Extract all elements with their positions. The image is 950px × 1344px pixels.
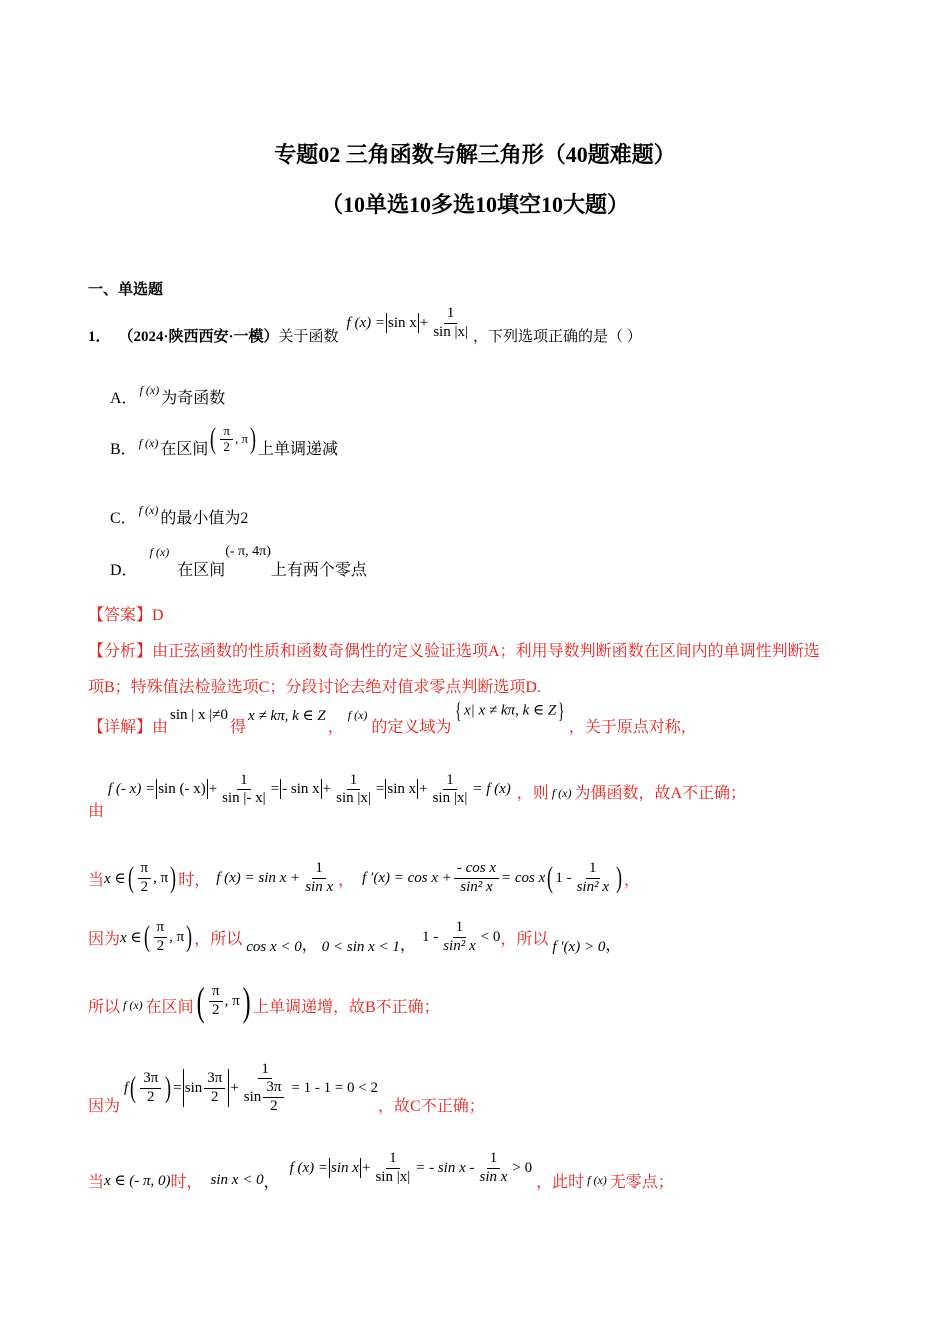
option-c-check-line: 因为 f ( $\frac{3\pi}{2}$ ) = sin $\frac{3\pi}{2}$ + 1 sin $\frac{3\pi}{2}$ = 1 - 1 = 0 < 2 ，故C不正确；: [88, 1061, 485, 1115]
c-den2: 2: [211, 1088, 219, 1105]
d-conclusion2: 无零点；: [609, 1173, 674, 1191]
doc-title: 专题02 三角函数与解三角形（40题难题）: [274, 142, 676, 167]
option-b-label: B．: [110, 440, 137, 458]
cond1: sin | x |≠0: [170, 706, 229, 723]
domain-text: 的定义域为: [371, 718, 452, 736]
ineq4: f ′(x) > 0: [552, 938, 606, 955]
deriv-eq: = cos x: [501, 869, 546, 886]
c-sin2: sin: [243, 1088, 262, 1105]
when1: 当: [88, 871, 105, 889]
option-c[interactable]: [110, 505, 248, 528]
because1-comma-pi: , π: [169, 928, 185, 945]
stem-fraction: [430, 305, 471, 341]
d-fx: f (x): [587, 1172, 607, 1187]
even-equation: f (- x) = sin (- x) + $\frac{1}{\sin |- x|}$ = - sin x + $\frac{1}{\sin |x|}$ = sin x + $\frac{1}{\sin |x|}$ = f (x): [108, 771, 511, 806]
even-m1-abs: sin (- x): [158, 780, 206, 797]
because-line: 因为 x ∈ ( $\frac{\pi}{2}$ , π ) ，所以 cos x < 0 ， 0 < sin x < 1 ， 1 - $\frac{1}{\text{sin² x}}$ < 0 ，所以 f ′(x) > 0 ，: [88, 919, 622, 955]
option-d-text-post: 上有两个零点: [270, 562, 367, 579]
even-fx: f (x): [551, 786, 572, 800]
time2: 时，: [170, 1173, 203, 1191]
because1: 因为: [88, 930, 121, 948]
deriv-fx-num: 1: [312, 860, 326, 878]
even-m2-den: sin |x|: [336, 789, 371, 806]
derivative-line: 当 x ∈ ( $\frac{\pi}{2}$ , π ) 时， f (x) = sin x + $\frac{1}{\text{sin x}}$ ， f ′(x) = cos x + $\frac{\text{- cos x}}{\text{sin² x}}$ = cos x ( 1 - $\frac{1}{\text{sin² x}}$ ) ，: [88, 860, 640, 895]
c-num3: 3π: [263, 1079, 284, 1097]
analysis-tag: 【分析】: [88, 643, 153, 660]
d-abs: sin x: [331, 1159, 359, 1176]
option-d-label: D．: [110, 562, 138, 579]
so3-text: 在区间: [145, 998, 194, 1016]
even-rhs: = f (x): [472, 780, 511, 797]
stem-pre: 关于函数: [278, 328, 339, 345]
option-c-fx: f (x): [138, 503, 159, 517]
section-heading: 一、单选题: [88, 282, 164, 298]
detail-by: 由: [152, 718, 169, 736]
even-line: [88, 765, 746, 821]
ineq3-den: sin² x: [443, 937, 476, 954]
detail-get: 得: [230, 718, 247, 736]
analysis-line2: 项B；特殊值法检验选项C；分段讨论去绝对值求零点判断选项D.: [88, 679, 541, 696]
question-source: （2024·陕西西安·一模）: [118, 328, 279, 345]
even-conclusion2: 为偶函数，故A不正确；: [574, 785, 747, 802]
detail-line1: 【详解】 由 sin | x |≠0 得 x ≠ kπ, k ∈ Z ， f (x) 的定义域为 { x| x ≠ kπ, k ∈ Z} ，关于原点对称，: [88, 698, 697, 736]
when1-pi: π: [138, 860, 152, 878]
so2: ，所以: [500, 930, 549, 948]
comma3: ，: [623, 871, 640, 889]
deriv-den: sin² x: [460, 878, 493, 895]
answer-line: [88, 602, 164, 625]
d-num2: 1: [487, 1150, 501, 1168]
symmetric-text: ，关于原点对称，: [568, 718, 697, 736]
because2: 因为: [88, 1097, 121, 1115]
deriv-inner-den: sin² x: [576, 878, 609, 895]
so3: 所以: [88, 998, 121, 1016]
doc-subtitle: （10单选10多选10填空10大题）: [320, 192, 629, 217]
frac-den: sin |x|: [433, 323, 468, 340]
even-m2-num: 1: [347, 772, 361, 790]
comma6: ，: [605, 936, 622, 954]
cond2: x ≠ kπ, k ∈ Z: [248, 707, 326, 724]
option-b-interval-den: 2: [223, 438, 230, 454]
ineq2: 0 < sin x < 1: [321, 938, 400, 955]
option-d-fx: f (x): [149, 545, 170, 559]
c-conclusion: ，故C不正确；: [378, 1097, 485, 1115]
when2-ineq: sin x < 0: [210, 1171, 264, 1188]
c-sin1: sin: [184, 1079, 203, 1096]
because1-pi: π: [154, 919, 168, 937]
option-b-interval-num: π: [220, 424, 233, 440]
d-num1: 1: [386, 1150, 400, 1168]
option-b-fx: f (x): [138, 435, 159, 450]
so3-fx: f (x): [123, 997, 143, 1012]
stem-post: ，下列选项正确的是（ ）: [472, 328, 642, 345]
abs-bar-right: [418, 313, 419, 333]
c-num1: 3π: [140, 1070, 161, 1088]
option-a-text: 为奇函数: [161, 390, 226, 407]
ineq3-pre: 1 -: [421, 928, 439, 945]
detail-fx: f (x): [347, 707, 368, 722]
so3-pi: π: [209, 983, 223, 1001]
time1: 时，: [178, 871, 211, 889]
stem-abs: sin x: [387, 314, 417, 331]
domain-set: x| x ≠ kπ, k ∈ Z: [463, 702, 557, 719]
d-eq: = - sin x -: [415, 1159, 475, 1176]
monotone-line: 所以 f (x) 在区间 ( $\frac{\pi}{2}$ , π ) 上单调递增，故B不正确；: [88, 978, 440, 1024]
when2-cond: x ∈ (- π, 0): [104, 1172, 171, 1189]
option-b[interactable]: B． f (x) 在区间 ( $\frac{\pi}{2}$ , π ) 上单调递减: [110, 422, 339, 458]
so3-comma-pi: , π: [224, 992, 240, 1009]
c-one: 1: [258, 1061, 272, 1079]
even-conclusion: ，则: [516, 785, 549, 802]
c-num2: 3π: [204, 1070, 225, 1088]
comma7: ，: [263, 1173, 280, 1191]
when1-2: 2: [140, 878, 149, 895]
deriv-fx: f (x) = sin x +: [216, 869, 301, 886]
analysis-text1: 由正弦函数的性质和函数奇偶性的定义验证选项A；利用导数判断函数在区间内的单调性判断选: [152, 643, 820, 660]
even-m3-num: 1: [443, 772, 457, 790]
even-m3-abs: sin x: [387, 780, 417, 797]
even-lhs: f (- x) =: [108, 780, 156, 797]
deriv-num: - cos x: [454, 860, 499, 878]
deriv-fx-den: sin x: [305, 878, 334, 895]
when1-comma-pi: , π: [153, 869, 169, 886]
so3-2: 2: [212, 1001, 220, 1018]
comma5: ，: [399, 936, 416, 954]
detail-tag: 【详解】: [88, 718, 153, 736]
even-m3-den: sin |x|: [432, 789, 468, 806]
even-m1-num: 1: [237, 772, 251, 790]
when2: 当: [88, 1173, 105, 1191]
c-den3: 2: [270, 1097, 278, 1114]
option-a-label: A．: [110, 390, 138, 407]
when1-x: x ∈: [104, 870, 126, 887]
option-b-interval-right: , π: [234, 431, 249, 446]
d-post: > 0: [512, 1159, 533, 1176]
question-stem: 1． （2024·陕西西安·一模） 关于函数 f (x) = sin x + $\frac{1}{\sin |x|}$ ，下列选项正确的是（ ）: [88, 305, 642, 345]
comma4: ，: [301, 936, 318, 954]
option-d[interactable]: [110, 540, 367, 580]
even-by: 由: [88, 803, 105, 820]
deriv-inner-num: 1: [586, 860, 600, 878]
option-a[interactable]: [110, 385, 225, 408]
question-number: 1．: [88, 328, 111, 345]
d-conclusion: ，此时: [536, 1173, 585, 1191]
option-b-text-pre: 在区间: [160, 440, 209, 458]
because1-2: 2: [156, 937, 165, 954]
ineq3-num: 1: [453, 919, 467, 937]
c-den1: 2: [146, 1088, 155, 1105]
so1: ，所以: [194, 930, 243, 948]
comma2: ，: [338, 871, 355, 889]
answer-value: D: [152, 607, 164, 624]
option-c-label: C．: [110, 510, 137, 527]
frac-num: 1: [444, 305, 458, 323]
abs-bar-left: [386, 313, 387, 333]
even-m1-den: sin |- x|: [222, 789, 266, 806]
d-den1: sin |x|: [375, 1168, 411, 1185]
analysis-line1: [88, 638, 820, 661]
option-d-check-line: 当 x ∈ (- π, 0) 时， sin x < 0 ， f (x) = sin x + $\frac{1}{\sin |x|}$ = - sin x - $\frac{1}{\text{sin x}}$ > 0 ，此时 f (x) 无零点；: [88, 1150, 674, 1191]
ineq3-post: < 0: [480, 928, 501, 945]
comma: ，: [327, 718, 344, 736]
option-d-interval: (- π, 4π): [225, 544, 271, 559]
option-d-text-pre: 在区间: [177, 562, 226, 579]
so3-post: 上单调递增，故B不正确；: [253, 998, 440, 1016]
option-c-text: 的最小值为2: [160, 510, 249, 527]
even-m2-abs: - sin x: [282, 780, 320, 797]
ineq1: cos x < 0: [246, 938, 302, 955]
option-b-text-post: 上单调递减: [258, 440, 339, 458]
deriv-fp: f ′(x) = cos x +: [362, 869, 452, 886]
c-eq: = 1 - 1 = 0 < 2: [291, 1079, 379, 1096]
d-den2: sin x: [479, 1168, 508, 1185]
stem-function-lhs: f (x) =: [346, 314, 385, 331]
option-a-fx: f (x): [139, 383, 160, 397]
deriv-inner: 1 -: [555, 869, 572, 886]
because1-x: x ∈: [120, 929, 142, 946]
d-lhs: f (x) =: [289, 1159, 329, 1176]
answer-tag: 【答案】: [88, 607, 153, 624]
